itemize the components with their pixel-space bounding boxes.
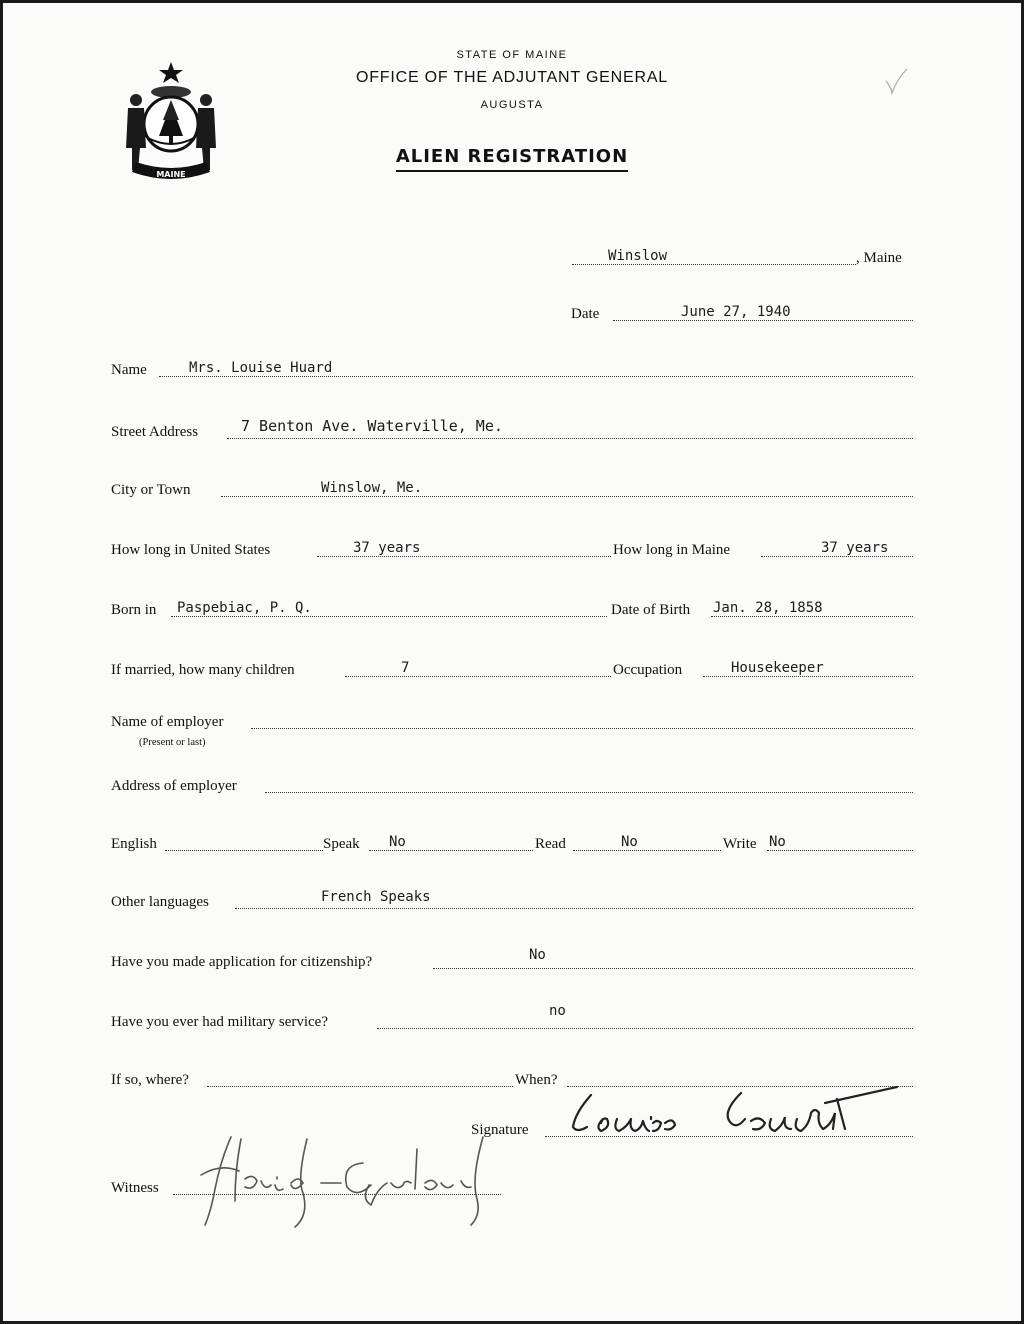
town-suffix: , Maine [856, 250, 902, 266]
military-label: Have you ever had military service? [111, 1014, 328, 1030]
speak-value[interactable]: No [389, 834, 406, 850]
date-row [111, 295, 913, 325]
dob-label: Date of Birth [611, 602, 691, 618]
witness-signature [191, 1129, 511, 1229]
city-label: City or Town [111, 482, 191, 498]
military-row [111, 1003, 913, 1033]
town-value[interactable]: Winslow [608, 248, 668, 264]
employer-label: Name of employer [111, 714, 224, 730]
children-occupation-row [111, 651, 913, 681]
occupation-label: Occupation [613, 662, 683, 678]
citizenship-row [111, 943, 913, 973]
us-years-label: How long in United States [111, 542, 271, 558]
when-label: When? [515, 1072, 558, 1088]
dob-value[interactable]: Jan. 28, 1858 [713, 600, 823, 616]
other-languages-value[interactable]: French Speaks [321, 889, 431, 905]
citizenship-value[interactable]: No [529, 947, 546, 963]
military-value[interactable]: no [549, 1003, 566, 1019]
witness-label: Witness [111, 1180, 159, 1196]
read-value[interactable]: No [621, 834, 638, 850]
city-heading: AUGUSTA [480, 99, 544, 111]
name-row [111, 351, 913, 381]
write-value[interactable]: No [769, 834, 786, 850]
residence-duration-row [111, 531, 913, 561]
city-value[interactable]: Winslow, Me. [321, 480, 423, 496]
office-heading: OFFICE OF THE ADJUTANT GENERAL [355, 69, 669, 86]
maine-years-value[interactable]: 37 years [821, 540, 889, 556]
signature-label: Signature [471, 1122, 529, 1138]
applicant-signature [561, 1083, 921, 1143]
english-label: English [111, 836, 157, 852]
write-label: Write [723, 836, 757, 852]
city-row [111, 471, 913, 501]
witness-row [111, 1169, 913, 1199]
employer-row [111, 707, 913, 748]
read-label: Read [535, 836, 566, 852]
employer-address-row [111, 767, 913, 797]
seal-text: MAINE [156, 170, 186, 179]
maine-years-label: How long in Maine [613, 542, 731, 558]
english-row [111, 825, 913, 855]
name-value[interactable]: Mrs. Louise Huard [189, 360, 333, 376]
where-label: If so, where? [111, 1072, 189, 1088]
born-value[interactable]: Paspebiac, P. Q. [177, 600, 312, 616]
occupation-value[interactable]: Housekeeper [731, 660, 824, 676]
name-label: Name [111, 362, 147, 378]
date-value[interactable]: June 27, 1940 [681, 304, 791, 320]
employer-address-label: Address of employer [111, 778, 237, 794]
state-heading: STATE OF MAINE [456, 49, 568, 61]
us-years-value[interactable]: 37 years [353, 540, 421, 556]
form-title: ALIEN REGISTRATION [3, 146, 1021, 167]
other-languages-label: Other languages [111, 894, 209, 910]
date-label: Date [571, 306, 600, 322]
citizenship-label: Have you made application for citizenship? [111, 954, 373, 970]
check-mark-icon [883, 67, 909, 95]
street-label: Street Address [111, 424, 199, 440]
born-label: Born in [111, 602, 157, 618]
registration-form [3, 3, 1021, 1321]
employer-sublabel: (Present or last) [139, 737, 206, 748]
speak-label: Speak [323, 836, 360, 852]
street-value[interactable]: 7 Benton Ave. Waterville, Me. [241, 417, 503, 435]
town-row [111, 239, 913, 269]
children-value[interactable]: 7 [401, 660, 410, 676]
street-row [111, 413, 913, 443]
other-languages-row [111, 883, 913, 913]
children-label: If married, how many children [111, 662, 295, 678]
birth-row [111, 591, 913, 621]
